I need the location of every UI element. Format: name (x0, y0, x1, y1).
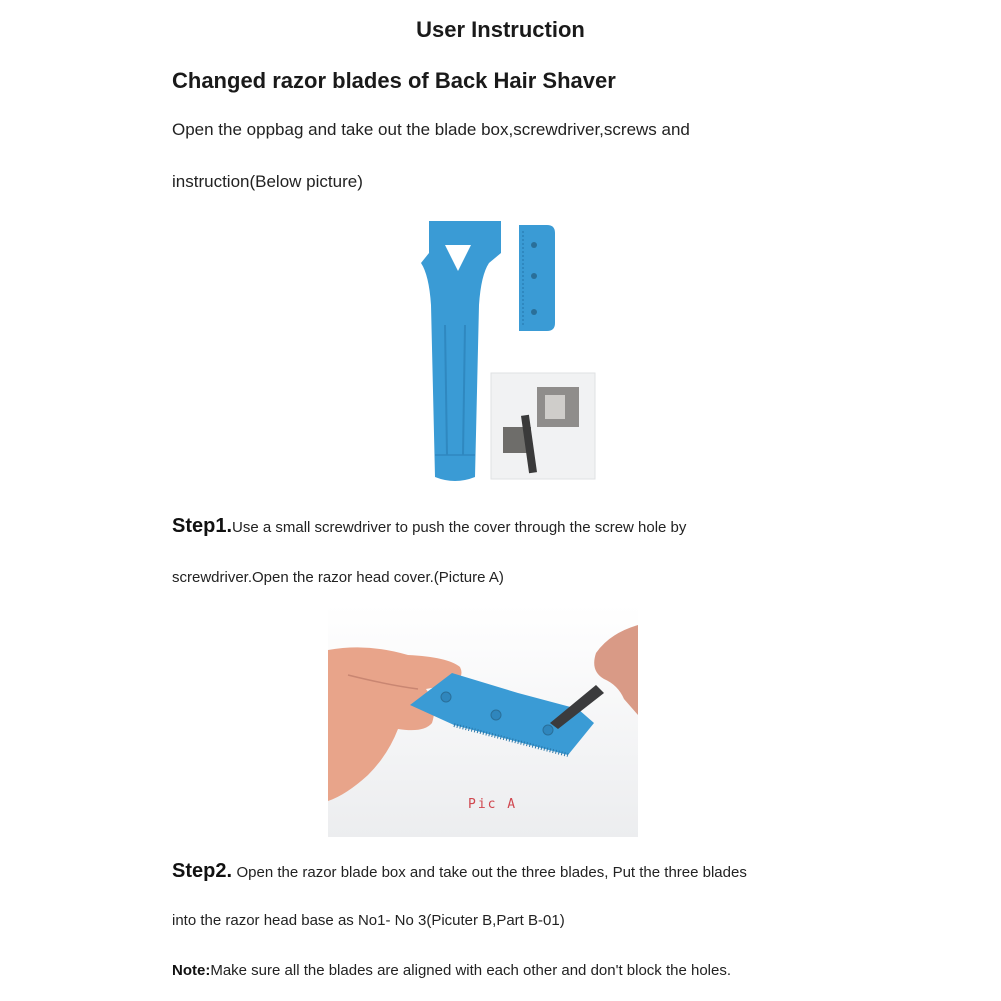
intro-line-1: Open the oppbag and take out the blade box,screwdriver,screws and (172, 120, 690, 139)
parts-illustration (385, 215, 625, 490)
step2-line-2: into the razor head base as No1- No 3(Picuter B,Part B-01) (172, 912, 565, 929)
parts-photo (385, 215, 625, 490)
head-cover-shape (519, 225, 555, 331)
note-line (172, 962, 731, 980)
page-title: User Instruction (416, 17, 585, 42)
step1-label: Step1. (172, 515, 233, 537)
section-heading: Changed razor blades of Back Hair Shaver (172, 68, 616, 93)
pic-a-caption-text: Pic A (468, 797, 518, 812)
step2-label: Step2. (172, 860, 233, 882)
step2-text-1: Open the razor blade box and take out the three blades, Put the three blades (236, 864, 747, 881)
step2-line-1 (172, 860, 747, 883)
note-text: Make sure all the blades are aligned with each other and don't block the holes. (210, 962, 732, 979)
pic-a-caption (468, 797, 517, 812)
picture-a (328, 605, 638, 837)
step1-line-2: screwdriver.Open the razor head cover.(Picture A) (172, 569, 504, 586)
intro-line-2: instruction(Below picture) (172, 172, 363, 191)
note-label: Note: (172, 962, 211, 979)
step1-text-1: Use a small screwdriver to push the cover through the screw hole by (232, 519, 687, 536)
step1-line-1 (172, 515, 686, 538)
